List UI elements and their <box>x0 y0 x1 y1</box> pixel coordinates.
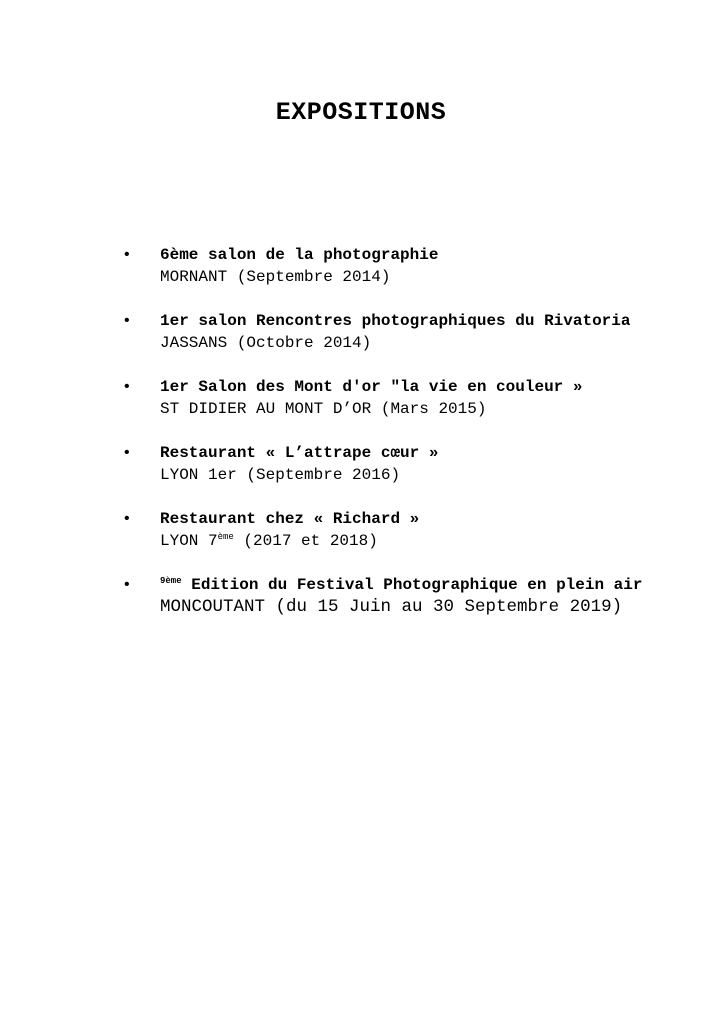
bullet-icon: • <box>124 444 130 461</box>
list-item <box>124 244 644 288</box>
exhibition-place: MORNANT (Septembre 2014) <box>160 268 391 286</box>
list-item <box>124 508 644 552</box>
title-superscript: 9ème <box>160 576 182 586</box>
title-rest: Edition du Festival Photographique en plein air <box>181 576 643 594</box>
list-item <box>124 574 644 619</box>
exhibition-place: LYON 1er (Septembre 2016) <box>160 466 401 484</box>
page-title: EXPOSITIONS <box>275 98 447 127</box>
bullet-icon: • <box>124 312 130 329</box>
bullet-icon: • <box>124 246 130 263</box>
bullet-icon: • <box>124 510 130 527</box>
exhibition-title <box>160 574 644 596</box>
place-prefix: LYON 7 <box>160 532 218 550</box>
exhibition-place: ST DIDIER AU MONT D’OR (Mars 2015) <box>160 400 487 418</box>
exhibition-list <box>124 244 644 641</box>
exhibition-title: 1er salon Rencontres photographiques du Rivatoria <box>160 312 631 330</box>
list-item <box>124 376 644 420</box>
place-superscript: ème <box>217 532 234 542</box>
exhibition-place: MONCOUTANT (du 15 Juin au 30 Septembre 2019) <box>160 597 623 617</box>
list-item <box>124 310 644 354</box>
place-suffix: (2017 et 2018) <box>233 532 378 550</box>
exhibition-title: 1er Salon des Mont d'or "la vie en couleur » <box>160 378 583 396</box>
exhibition-title: Restaurant « L’attrape cœur » <box>160 444 439 462</box>
exhibition-title: Restaurant chez « Richard » <box>160 510 420 528</box>
exhibition-place <box>160 530 644 552</box>
bullet-icon: • <box>124 378 130 395</box>
exhibition-place: JASSANS (Octobre 2014) <box>160 334 372 352</box>
bullet-icon: • <box>124 576 130 593</box>
exhibition-title: 6ème salon de la photographie <box>160 246 439 264</box>
list-item <box>124 442 644 486</box>
